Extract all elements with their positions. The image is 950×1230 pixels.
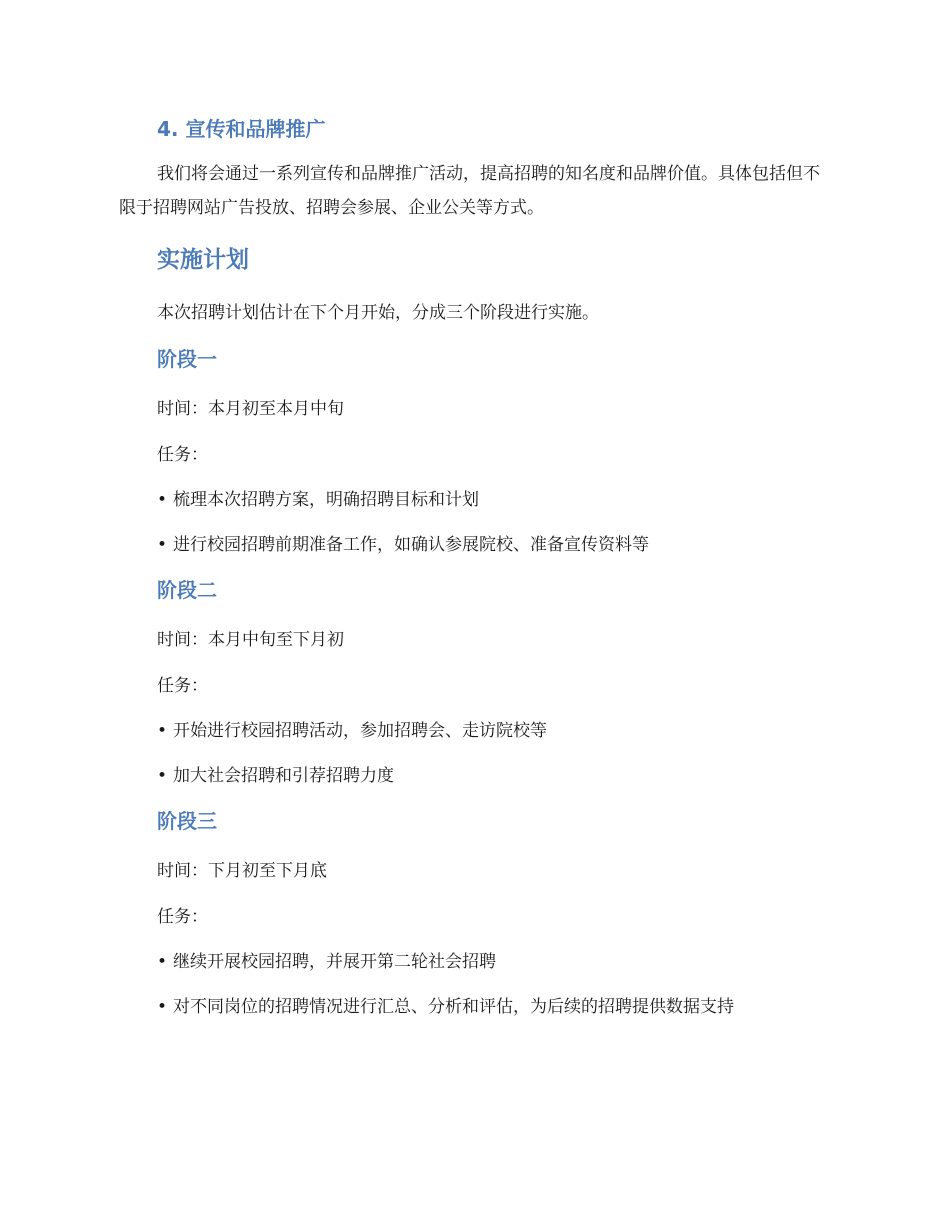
stage-3-heading: 阶段三 bbox=[157, 809, 217, 833]
bullet-text: 加大社会招聘和引荐招聘力度 bbox=[173, 766, 395, 786]
promotion-paragraph: 我们将会通过一系列宣传和品牌推广活动，提高招聘的知名度和品牌价值。具体包括但不限于招聘网站广告投放、招聘会参展、企业公关等方式。 bbox=[119, 164, 820, 218]
stage-2-time: 时间：本月中旬至下月初 bbox=[157, 630, 344, 650]
bullet-text: 梳理本次招聘方案，明确招聘目标和计划 bbox=[173, 490, 480, 510]
stage-2-tasks-label: 任务： bbox=[157, 676, 208, 696]
section-heading-plan: 实施计划 bbox=[157, 247, 249, 273]
bullet-dot: • bbox=[157, 766, 168, 786]
stage-3-tasks-label: 任务： bbox=[157, 907, 208, 927]
bullet-dot: • bbox=[157, 721, 168, 741]
bullet-text: 对不同岗位的招聘情况进行汇总、分析和评估，为后续的招聘提供数据支持 bbox=[173, 997, 735, 1017]
section-heading-promotion: 4. 宣传和品牌推广 bbox=[157, 117, 326, 141]
stage-3-time: 时间：下月初至下月底 bbox=[157, 861, 327, 881]
stage-2-bullet-1 bbox=[157, 716, 547, 741]
bullet-dot: • bbox=[157, 997, 168, 1017]
plan-intro: 本次招聘计划估计在下个月开始，分成三个阶段进行实施。 bbox=[157, 303, 599, 323]
bullet-dot: • bbox=[157, 535, 168, 555]
stage-2-heading: 阶段二 bbox=[157, 578, 217, 602]
bullet-dot: • bbox=[157, 490, 168, 510]
stage-1-time: 时间：本月初至本月中旬 bbox=[157, 399, 344, 419]
stage-2-bullet-2 bbox=[157, 761, 394, 786]
stage-3-bullet-1 bbox=[157, 947, 496, 972]
bullet-dot: • bbox=[157, 952, 168, 972]
stage-1-bullet-1 bbox=[157, 485, 479, 510]
bullet-text: 继续开展校园招聘，并展开第二轮社会招聘 bbox=[173, 952, 497, 972]
stage-1-tasks-label: 任务： bbox=[157, 445, 208, 465]
bullet-text: 进行校园招聘前期准备工作，如确认参展院校、准备宣传资料等 bbox=[173, 535, 650, 555]
bullet-text: 开始进行校园招聘活动，参加招聘会、走访院校等 bbox=[173, 721, 548, 741]
stage-1-heading: 阶段一 bbox=[157, 347, 217, 371]
stage-3-bullet-2 bbox=[157, 992, 734, 1017]
stage-1-bullet-2 bbox=[157, 530, 649, 555]
